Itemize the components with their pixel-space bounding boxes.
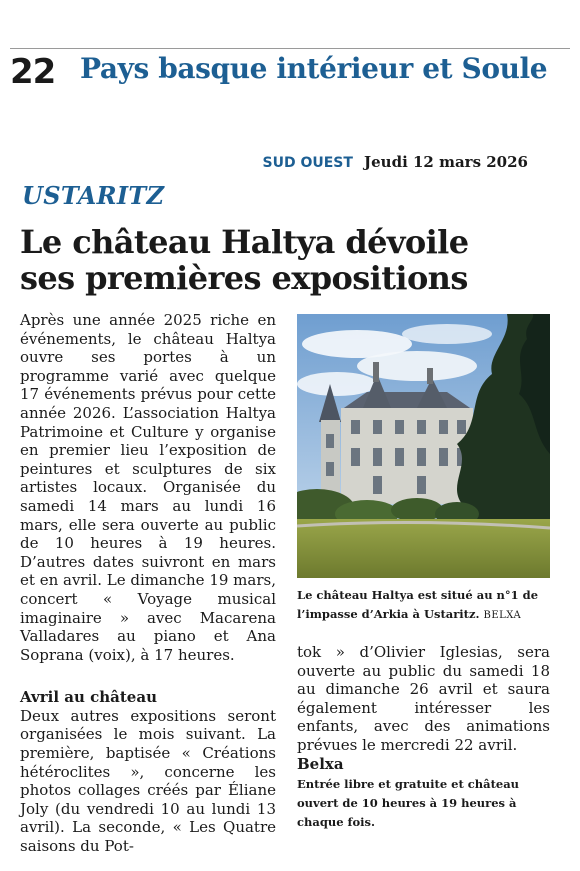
page-number: 22 [10,52,56,92]
article-headline [20,224,565,296]
article-paragraph-1: Après une année 2025 riche en événements, le château Haltya ouvre ses portes à un programme varié avec quelque 17 événements prévus pour cette année 2026. L’association Haltya Patrimoine et Culture y organise en premier lieu l’exposition de peintures et sculptures de six artistes locaux. Organisée du samedi 14 mars au lundi 16 mars, elle sera ouverte au public de 10 heures à 19 heures. D’autres dates suivront en mars et en avril. Le dimanche 19 mars, concert « Voyage musical imaginaire » avec Macarena Valladares au piano et Ana Soprana (voix), à 17 heures. [20,311,276,664]
article-paragraph-2-part-2: tok » d’Olivier Iglesias, sera ouverte au public du samedi 18 au dimanche 26 avril et saura également intéresser les enfants, avec des animations prévues le mercredi 22 avril. [297,643,550,754]
article-signature: Belxa [297,754,344,773]
section-title: Pays basque intérieur et Soule [80,52,548,85]
masthead [263,152,528,171]
headline-line-1: Le château Haltya dévoile [20,223,469,261]
article-practical-note: Entrée libre et gratuite et château ouvert de 10 heures à 19 heures à chaque fois. [297,777,520,830]
photo-credit: BELXA [483,610,522,621]
article-kicker: USTARITZ [22,181,165,210]
article-column-right [297,643,550,832]
article-photo [297,314,550,578]
photo-caption [297,586,557,625]
headline-line-2: ses premières expositions [20,259,468,297]
newspaper-brand: SUD OUEST [262,155,353,171]
article-paragraph-2-part-1: Deux autres expositions seront organisées le mois suivant. La première, baptisée « Créations hétéroclites », concerne les photos collages créés par Éliane Joly (du vendredi 10 au lundi 13 avril). La seconde, « Les Quatre saisons du Pot- [20,706,276,856]
top-rule [10,48,570,49]
chateau-photo-illustration [297,314,550,578]
photo-caption-text: Le château Haltya est situé au n°1 de l’impasse d’Arkia à Ustaritz. [297,588,539,621]
article-subhead: Avril au château [20,688,157,707]
article-column-left [20,311,276,856]
publication-date: Jeudi 12 mars 2026 [364,153,528,171]
